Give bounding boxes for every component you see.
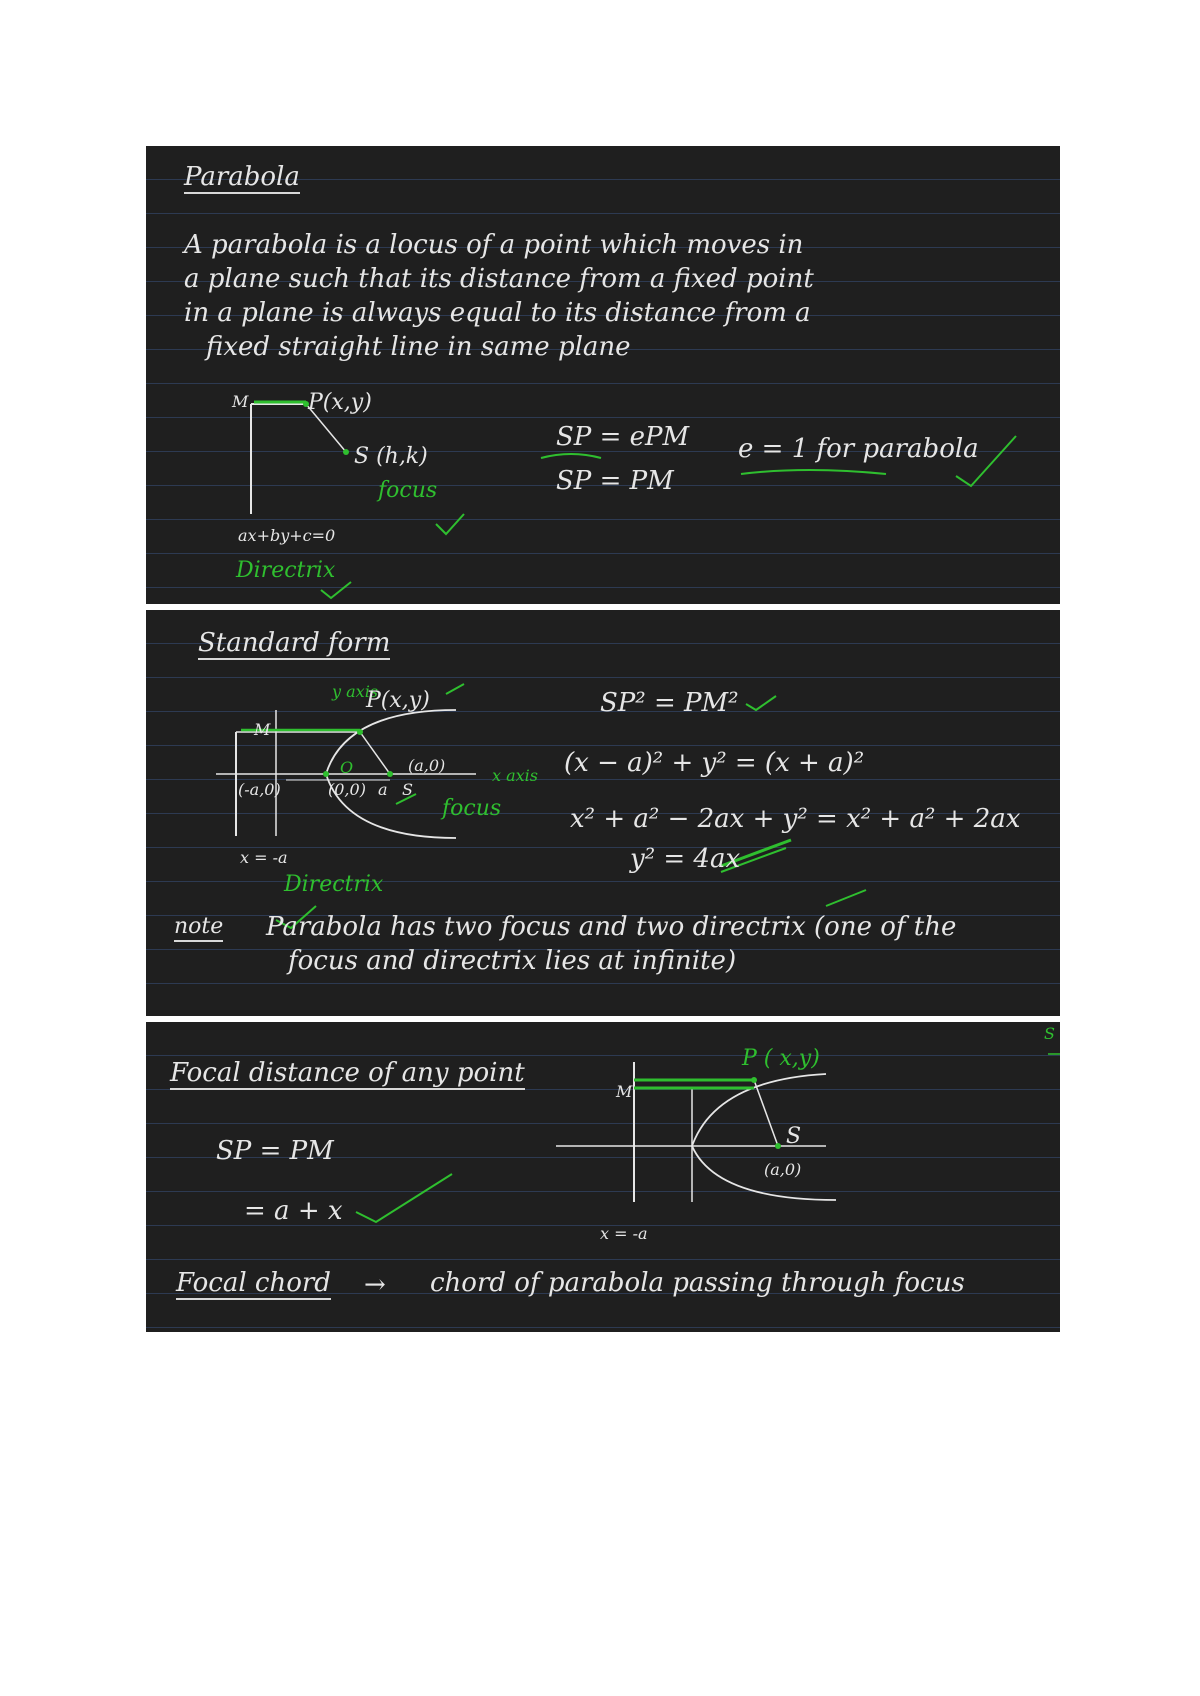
label-a: a bbox=[378, 780, 388, 799]
focal-chord-title: Focal chord bbox=[176, 1268, 331, 1298]
definition-line-3: in a plane is always equal to its distance from a bbox=[184, 298, 811, 328]
section-title: Focal distance of any point bbox=[170, 1058, 525, 1088]
label-focus-coords: (a,0) bbox=[408, 756, 446, 775]
equation-a-plus-x: = a + x bbox=[244, 1196, 343, 1226]
label-origin: O bbox=[340, 758, 354, 777]
board-panel-parabola-definition bbox=[146, 146, 1060, 604]
page-title: Parabola bbox=[184, 162, 300, 192]
label-m: M bbox=[616, 1082, 633, 1101]
definition-line-2: a plane such that its distance from a fixed point bbox=[184, 264, 814, 294]
label-directrix: Directrix bbox=[284, 872, 384, 897]
label-focus: focus bbox=[442, 796, 502, 821]
label-focus: focus bbox=[378, 478, 438, 503]
label-y-axis: y axis bbox=[332, 682, 379, 701]
label-neg-a0: (-a,0) bbox=[238, 780, 281, 799]
note-line-2: focus and directrix lies at infinite) bbox=[288, 946, 737, 976]
label-directrix-equation: x = -a bbox=[600, 1224, 648, 1243]
equation-distance: (x − a)² + y² = (x + a)² bbox=[564, 748, 865, 778]
label-directrix: Directrix bbox=[236, 558, 336, 583]
label-directrix-equation: x = -a bbox=[240, 848, 288, 867]
label-s: S bbox=[402, 780, 413, 799]
equation-expanded: x² + a² − 2ax + y² = x² + a² + 2ax bbox=[570, 804, 1021, 834]
note-label: note bbox=[174, 916, 223, 942]
focal-chord-definition: chord of parabola passing through focus bbox=[430, 1268, 965, 1298]
label-directrix-equation: ax+by+c=0 bbox=[238, 526, 336, 545]
equation-sp2-pm2: SP² = PM² bbox=[600, 688, 739, 718]
label-x-axis: x axis bbox=[492, 766, 538, 785]
label-point-p: P ( x,y) bbox=[742, 1046, 820, 1071]
label-focus-s: S (h,k) bbox=[354, 444, 428, 469]
label-m: M bbox=[254, 720, 271, 739]
note-line-1: Parabola has two focus and two directrix (one of the bbox=[266, 912, 957, 942]
note-eccentricity: e = 1 for parabola bbox=[738, 434, 979, 464]
label-focus-coords: (a,0) bbox=[764, 1160, 802, 1179]
definition-line-1: A parabola is a locus of a point which moves in bbox=[184, 230, 804, 260]
section-title: Standard form bbox=[198, 628, 391, 658]
board-panel-standard-form bbox=[146, 610, 1060, 1016]
edge-mark: S bbox=[1044, 1024, 1055, 1043]
arrow: → bbox=[364, 1270, 386, 1300]
equation-sp-epm: SP = ePM bbox=[556, 422, 690, 452]
label-s: S bbox=[786, 1124, 802, 1149]
equation-sp-pm: SP = PM bbox=[216, 1136, 334, 1166]
equation-sp-pm: SP = PM bbox=[556, 466, 674, 496]
equation-standard-form: y² = 4ax bbox=[630, 844, 741, 874]
label-m: M bbox=[232, 392, 249, 411]
label-00: (0,0) bbox=[328, 780, 366, 799]
definition-line-4: fixed straight line in same plane bbox=[206, 332, 631, 362]
label-point-p: P(x,y) bbox=[366, 688, 430, 713]
label-point-p: P(x,y) bbox=[308, 390, 372, 415]
board-panel-focal-distance bbox=[146, 1022, 1060, 1332]
